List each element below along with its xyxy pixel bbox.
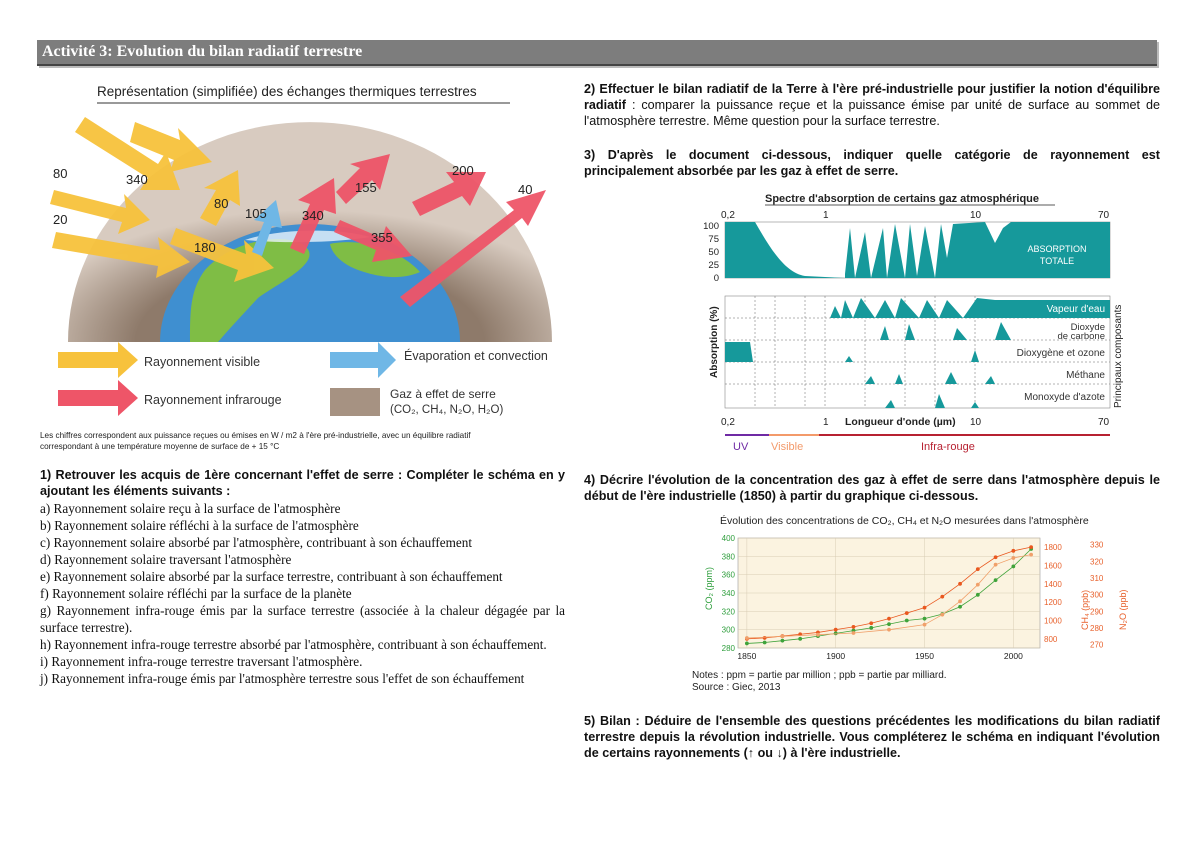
n2o-tick-label: 310 — [1090, 574, 1104, 583]
data-point — [923, 623, 927, 627]
data-point — [976, 583, 980, 587]
n2o-axis-label: N₂O (ppb) — [1118, 589, 1128, 630]
n2o-tick-label: 300 — [1090, 590, 1104, 600]
legend-infrared-swatch — [58, 380, 138, 416]
q1-item-a: a) Rayonnement solaire reçu à la surface de l'atmosphère — [40, 501, 341, 516]
q2-rest: : comparer la puissance reçue et la puissance émise par unité de surface au sommet de l'atmosphère terrestre. Même question pour la surface terrestre. — [584, 98, 1160, 128]
band-ir-label: Infra-rouge — [921, 441, 975, 453]
q1-item-b: b) Rayonnement solaire réfléchi à la surface de l'atmosphère — [40, 518, 359, 533]
spectrum-ylabel: Absorption (%) — [709, 306, 720, 378]
absorption-spectrum-figure — [695, 188, 1125, 458]
co2-axis-ticks — [722, 534, 736, 653]
data-point — [869, 621, 873, 625]
data-point — [994, 563, 998, 567]
data-point — [834, 628, 838, 632]
data-point — [781, 634, 785, 638]
ch4-tick-label: 1800 — [1044, 543, 1062, 553]
data-point — [887, 617, 891, 621]
ch4-axis-ticks — [1044, 543, 1062, 644]
data-point — [745, 642, 749, 646]
q1-item-c: c) Rayonnement solaire absorbé par l'atmosphère, contribuant à son échauffement — [40, 535, 473, 550]
y-tick-100: 100 — [703, 221, 719, 232]
legend-visible-swatch — [58, 342, 138, 378]
value-40: 40 — [518, 182, 533, 197]
value-80b: 80 — [214, 196, 229, 211]
legend-infrared-label: Rayonnement infrarouge — [144, 393, 282, 407]
data-point — [816, 633, 820, 637]
diagram-legend — [58, 342, 548, 416]
q1-item-e: e) Rayonnement solaire absorbé par la surface terrestre, contribuant à son échauffement — [40, 569, 503, 584]
data-point — [923, 606, 927, 610]
data-point — [887, 628, 891, 632]
bottom-tick-2: 10 — [970, 417, 982, 428]
co2-tick-label: 320 — [721, 607, 735, 617]
schema-title: Représentation (simplifiée) des échanges thermiques terrestres — [97, 84, 477, 99]
page-title: Activité 3: Evolution du bilan radiatif terrestre — [42, 43, 363, 60]
data-point — [763, 636, 767, 640]
data-point — [905, 611, 909, 615]
ch4-tick-label: 1400 — [1044, 579, 1062, 589]
x-tick-label: 1950 — [915, 651, 934, 661]
top-tick-1: 1 — [823, 210, 829, 221]
q1-item-h: h) Rayonnement infra-rouge terrestre absorbé par l'atmosphère, contribuant à son échauffement. — [40, 637, 547, 652]
n2o-tick-label: 270 — [1090, 640, 1104, 650]
ghg-concentration-chart — [690, 510, 1130, 700]
data-point — [1011, 556, 1015, 560]
co2-axis-label: CO₂ (ppm) — [704, 567, 714, 610]
ch4-axis-label: CH₄ (ppb) — [1080, 589, 1090, 630]
header-banner — [37, 40, 1157, 66]
value-355: 355 — [371, 230, 393, 245]
data-point — [745, 636, 749, 640]
x-axis-ticks — [737, 651, 1023, 661]
data-point — [958, 582, 962, 586]
band-uv-label: UV — [733, 441, 749, 453]
value-340a: 340 — [126, 172, 148, 187]
q2-paragraph — [584, 81, 1160, 129]
legend-ges-formula: (CO₂, CH₄, N₂O, H₂O) — [390, 404, 504, 416]
gas-label-water: Vapeur d'eau — [1046, 304, 1105, 315]
chart-source: Source : Giec, 2013 — [692, 682, 781, 693]
q1-item-i: i) Rayonnement infra-rouge terrestre traversant l'atmosphère. — [40, 654, 363, 669]
gas-label-co2-line2: de carbone — [1057, 331, 1105, 342]
q1-item-j: j) Rayonnement infra-rouge émis par l'atmosphère terrestre sous l'effet de son échauffement — [40, 671, 525, 686]
legend-ges-title: Gaz à effet de serre — [390, 387, 496, 401]
data-point — [923, 617, 927, 621]
legend-ges-swatch — [330, 388, 380, 416]
ch4-tick-label: 1000 — [1044, 616, 1062, 626]
y-tick-0: 0 — [713, 273, 719, 284]
total-absorption-label-1: ABSORPTION — [1027, 244, 1087, 254]
data-point — [940, 613, 944, 617]
q1-heading: 1) Retrouver les acquis de 1ère concernant l'effet de serre : Compléter le schéma en y ajoutant les éléments suivants : — [40, 468, 565, 498]
value-155: 155 — [355, 180, 377, 195]
value-105: 105 — [245, 206, 267, 221]
ch4-tick-label: 1200 — [1044, 598, 1062, 608]
ch4-tick-label: 800 — [1044, 634, 1058, 644]
gas-label-n2o: Monoxyde d'azote — [1024, 392, 1105, 403]
n2o-tick-label: 290 — [1090, 607, 1104, 617]
co2-tick-label: 380 — [721, 552, 735, 562]
value-200: 200 — [452, 163, 474, 178]
n2o-axis-ticks — [1090, 541, 1104, 650]
x-tick-label: 1850 — [737, 651, 757, 661]
total-absorption-label-2: TOTALE — [1039, 256, 1075, 266]
spectrum-y-ticks — [703, 221, 719, 284]
q2-bold: 2) Effectuer le bilan radiatif de la Terre à l'ère pré-industrielle pour justifier la notion d'équilibre radiatif — [584, 82, 1160, 112]
data-point — [1029, 553, 1033, 557]
data-point — [994, 578, 998, 582]
gas-label-methane: Méthane — [1066, 370, 1105, 381]
data-point — [1011, 565, 1015, 569]
y-tick-50: 50 — [708, 247, 719, 258]
data-point — [976, 593, 980, 597]
data-point — [887, 622, 891, 626]
energy-exchange-diagram — [40, 72, 580, 452]
spectrum-xlabel: Longueur d'onde (µm) — [845, 416, 956, 428]
co2-tick-label: 340 — [721, 589, 735, 598]
data-point — [763, 641, 767, 645]
bottom-tick-3: 70 — [1098, 417, 1110, 428]
bottom-tick-0: 0,2 — [721, 417, 735, 428]
x-tick-label: 2000 — [1003, 651, 1023, 661]
co2-tick-label: 300 — [721, 625, 735, 635]
band-visible-label: Visible — [771, 441, 804, 453]
data-point — [940, 595, 944, 599]
top-tick-3: 70 — [1098, 210, 1110, 221]
data-point — [869, 626, 873, 630]
legend-evaporation-label: Évaporation et convection — [404, 349, 548, 363]
data-point — [958, 605, 962, 609]
data-point — [834, 631, 838, 635]
n2o-tick-label: 280 — [1090, 624, 1104, 633]
data-point — [976, 567, 980, 571]
y-tick-25: 25 — [708, 260, 719, 271]
value-80a: 80 — [53, 166, 68, 181]
co2-tick-label: 360 — [721, 570, 735, 580]
value-20: 20 — [53, 212, 68, 227]
data-point — [852, 631, 856, 635]
bottom-tick-1: 1 — [823, 417, 829, 428]
ch4-tick-label: 1600 — [1044, 561, 1062, 571]
legend-evaporation-swatch — [330, 342, 396, 378]
diagram-note-1: Les chiffres correspondent aux puissance reçues ou émises en W / m2 à l'ère pré-industrielle, avec un équilibre radiatif — [40, 431, 471, 440]
co2-tick-label: 400 — [721, 534, 735, 543]
q1-list — [40, 500, 565, 687]
data-point — [852, 625, 856, 629]
spectrum-top-ticks — [721, 210, 1110, 221]
n2o-tick-label: 320 — [1090, 557, 1104, 567]
chart-notes: Notes : ppm = partie par million ; ppb = partie par milliard. — [692, 670, 947, 681]
data-point — [958, 599, 962, 603]
data-point — [1011, 549, 1015, 553]
diagram-note-2: correspondant à une température moyenne de surface de + 15 °C — [40, 442, 280, 451]
top-tick-2: 10 — [970, 210, 982, 221]
data-point — [905, 619, 909, 623]
data-point — [781, 639, 785, 643]
spectrum-right-label: Principaux composants — [1113, 304, 1124, 408]
gas-label-ozone: Dioxygène et ozone — [1016, 348, 1105, 359]
q5-paragraph: 5) Bilan : Déduire de l'ensemble des questions précédentes les modifications du bilan radiatif terrestre depuis la révolution industrielle. Vous compléterez le schéma en indiquant l'évolution de certains rayonnements (↑ ou ↓) à l'ère industrielle. — [584, 714, 1160, 760]
data-point — [994, 555, 998, 559]
n2o-tick-label: 330 — [1090, 540, 1104, 550]
y-tick-75: 75 — [708, 234, 719, 245]
x-tick-label: 1900 — [826, 651, 846, 661]
q4-paragraph: 4) Décrire l'évolution de la concentration des gaz à effet de serre dans l'atmosphère depuis le début de l'ère industrielle (1850) à partir du graphique ci-dessous. — [584, 473, 1160, 503]
spectrum-title: Spectre d'absorption de certains gaz atmosphérique — [765, 193, 1040, 205]
chart-title: Évolution des concentrations de CO₂, CH₄ et N₂O mesurées dans l'atmosphère — [720, 515, 1089, 527]
q1-item-d: d) Rayonnement solaire traversant l'atmosphère — [40, 552, 292, 567]
value-340b: 340 — [302, 208, 324, 223]
legend-visible-label: Rayonnement visible — [144, 355, 261, 369]
data-point — [798, 637, 802, 641]
co2-tick-label: 280 — [721, 644, 735, 653]
q1-item-f: f) Rayonnement solaire réfléchi par la surface de la planète — [40, 586, 352, 601]
data-point — [1029, 545, 1033, 549]
top-tick-0: 0,2 — [721, 210, 735, 221]
gas-label-co2-line1: Dioxyde — [1070, 322, 1105, 333]
q3-paragraph: 3) D'après le document ci-dessous, indiquer quelle catégorie de rayonnement est principalement absorbée par les gaz à effet de serre. — [584, 148, 1160, 178]
q1-item-g: g) Rayonnement infra-rouge émis par la surface terrestre (associée à la chaleur dégagée par la surface terrestre). — [40, 603, 565, 635]
value-180: 180 — [194, 240, 216, 255]
